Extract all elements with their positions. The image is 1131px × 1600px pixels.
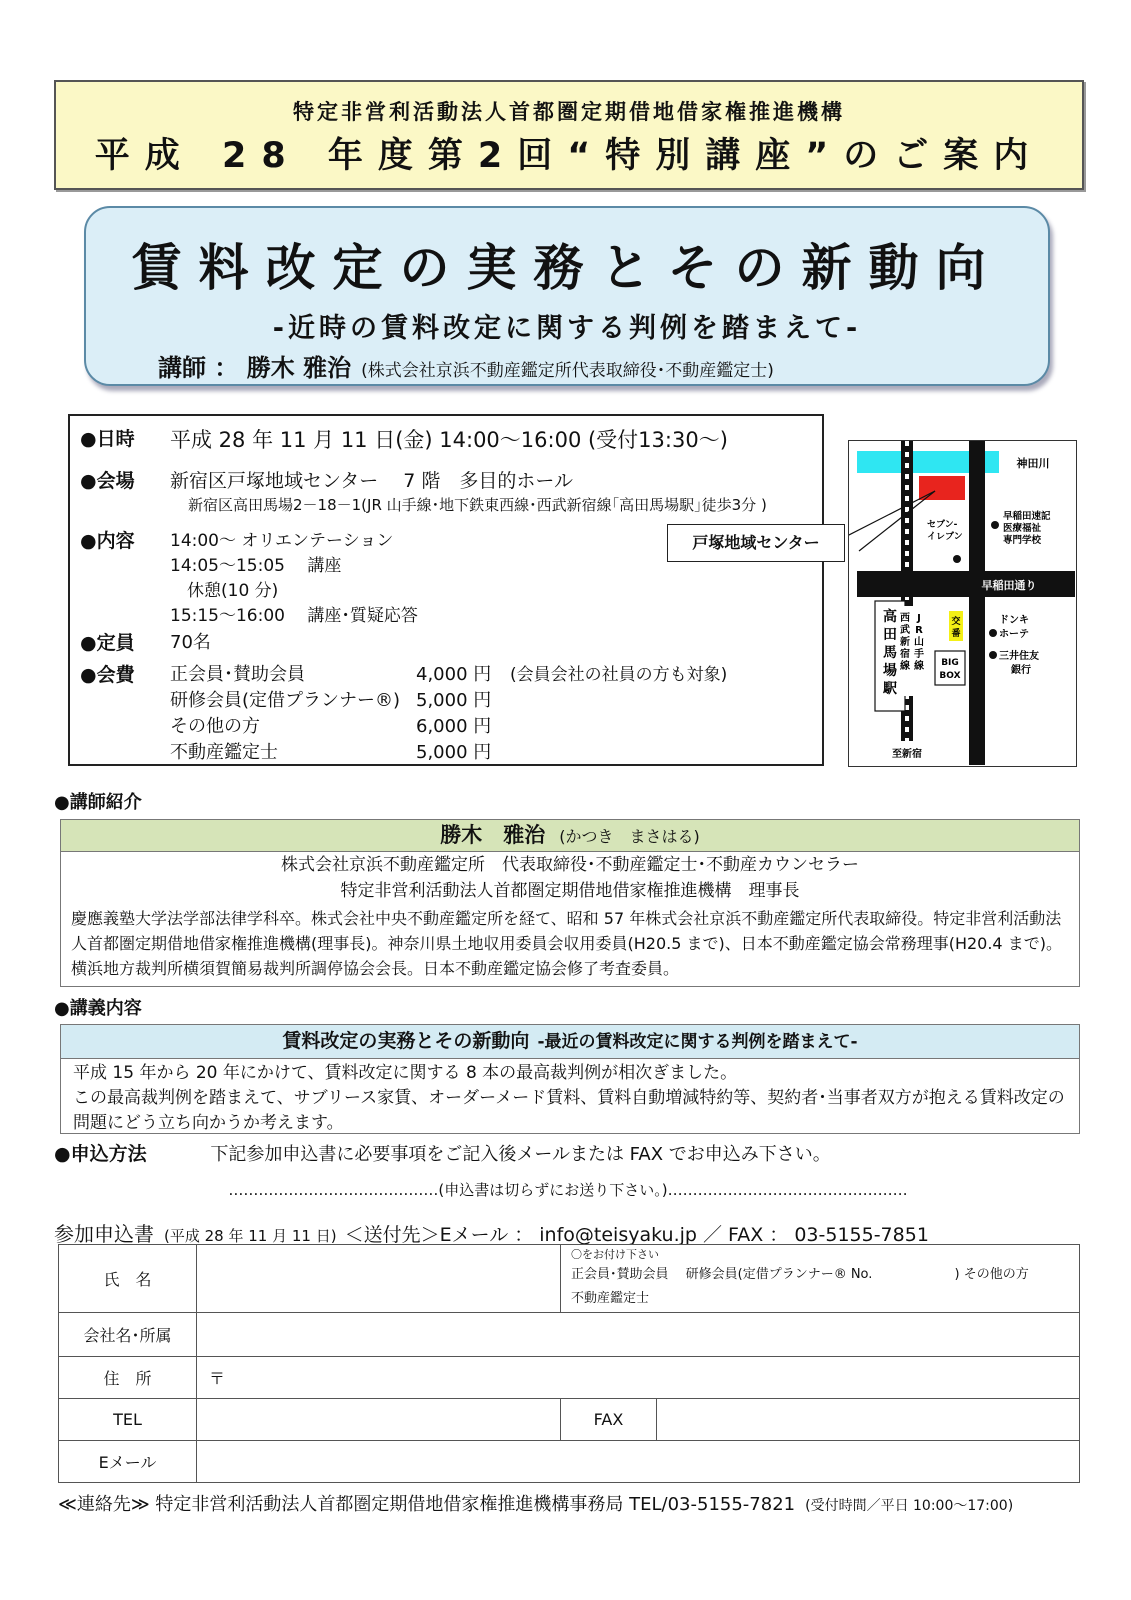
jr-char: 手 (914, 649, 924, 660)
map-svg (849, 441, 1075, 765)
event-info-box (68, 414, 824, 766)
member-type-options[interactable] (561, 1245, 1080, 1313)
station-char: 場 (883, 663, 897, 679)
venue-map (692, 440, 1077, 767)
option-line-2: 不動産鑑定士 (571, 1290, 650, 1306)
schedule-item: 14:00～ オリエンテーション (170, 531, 394, 551)
south-label: 至新宿 (892, 749, 922, 760)
waseda-street (857, 571, 1075, 597)
lecturer-title-1: 株式会社京浜不動産鑑定所 代表取締役･不動産鑑定士･不動産カウンセラー (281, 855, 859, 875)
fax-label: FAX (561, 1399, 657, 1441)
address-label: 住 所 (59, 1357, 197, 1399)
bigbox-label-2: BOX (939, 671, 961, 681)
apply-text: 下記参加申込書に必要事項をご記入後メールまたは FAX でお申込み下さい。 (210, 1144, 831, 1165)
header-banner (54, 80, 1084, 190)
school-label-3: 専門学校 (1003, 535, 1042, 546)
date-value: 平成 28 年 11 月 11 日(金) 14:00～16:00 (受付13:30～) (170, 428, 728, 452)
form-row-name (59, 1245, 1080, 1313)
lecture-title: 賃料改定の実務とその新動向 (282, 1030, 530, 1052)
main-road (969, 441, 985, 765)
callout-line (849, 491, 935, 536)
lecture-content-header (61, 1025, 1079, 1059)
fax-field[interactable] (657, 1399, 1080, 1441)
station-char: 高 (883, 609, 897, 625)
lecture-section-heading: ●講義内容 (54, 998, 142, 1019)
koban-label-1: 交 (951, 617, 961, 627)
fee-name: 不動産鑑定士 (170, 742, 278, 763)
seibu-char: 武 (900, 625, 910, 636)
fee-name: 正会員･賛助会員 (170, 664, 305, 685)
lecture-body-2: この最高裁判例を踏まえて、サブリース家賃、オーダーメード賃料、賃料自動増減特約等、契約者･当事者双方が抱える賃料改定の問題にどう立ち向かうか考えます。 (73, 1088, 1065, 1133)
seibu-char: 西 (900, 613, 910, 624)
venue-building (919, 476, 965, 500)
callout-line-2 (859, 491, 935, 551)
form-row-address (59, 1357, 1080, 1399)
fee-name: その他の方 (170, 716, 260, 737)
station-char: 駅 (883, 681, 897, 697)
mitsui-label-1: 三井住友 (999, 651, 1039, 662)
contact-footer (58, 1490, 1013, 1516)
seminar-title: 賃料改定の実務とその新動向 (131, 239, 1003, 297)
postal-mark: 〒 (209, 1369, 226, 1388)
seibu-char: 線 (900, 661, 910, 672)
capacity-label: ●定員 (80, 632, 135, 654)
lecturer-line (158, 348, 774, 383)
fee-amount: 5,000 円 (416, 742, 492, 763)
jr-char: J (917, 613, 921, 624)
lecturer-name: 講師 ： 勝木 雅治 (158, 354, 352, 382)
form-send-to: ＜送付先＞Eメール ： info@teisyaku.jp ／ FAX ： 03-5155-7851 (344, 1224, 929, 1246)
fee-name: 研修会員(定借プランナー®) (170, 690, 401, 711)
fee-amount: 5,000 円 (416, 690, 492, 711)
venue-callout: 戸塚地域センター (667, 524, 845, 562)
street-label: 早稲田通り (981, 579, 1037, 592)
form-row-email (59, 1441, 1080, 1483)
address-field[interactable] (197, 1357, 1080, 1399)
name-label: 氏 名 (59, 1245, 197, 1313)
form-row-company (59, 1313, 1080, 1357)
jr-char: R (915, 625, 923, 636)
seminar-subtitle: -近時の賃料改定に関する判例を踏まえて- (272, 313, 862, 344)
lecture-content-box (60, 1024, 1080, 1134)
kanda-river (857, 451, 1015, 473)
fee-note: (会員会社の社員の方も対象) (510, 665, 728, 685)
tel-label: TEL (59, 1399, 197, 1441)
river-label: 神田川 (1016, 457, 1050, 470)
seven-eleven-label-1: セブン- (927, 520, 958, 530)
lecturer-profile-kana: (かつき まさはる) (559, 827, 700, 846)
koban-label-2: 番 (951, 629, 961, 639)
lecture-body-1: 平成 15 年から 20 年にかけて、賃料改定に関する 8 本の最高裁判例が相次ぎました。 (73, 1063, 738, 1083)
venue-value: 新宿区戸塚地域センター 7 階 多目的ホール (170, 470, 574, 492)
station-char: 田 (883, 627, 897, 643)
apply-label: ●申込方法 (54, 1143, 147, 1165)
cut-line-note: ……………………………………(申込書は切らずにお送り下さい。)………………………………………… (228, 1181, 908, 1199)
seibu-char: 新 (900, 637, 910, 648)
seminar-title-panel (84, 206, 1050, 386)
form-title: 参加申込書 (54, 1222, 154, 1246)
station-char: 馬 (883, 645, 897, 661)
email-field[interactable] (197, 1441, 1080, 1483)
fee-amount: 4,000 円 (416, 664, 492, 685)
form-row-tel-fax (59, 1399, 1080, 1441)
form-date: (平成 28 年 11 月 11 日) (164, 1227, 337, 1245)
venue-label: ●会場 (80, 470, 135, 492)
mitsui-dot (989, 651, 997, 659)
seven-eleven-label-2: イレブン (927, 532, 963, 542)
lecture-subtitle: -最近の賃料改定に関する判例を踏まえて- (537, 1032, 858, 1052)
lecturer-title-2: 特定非営利活動法人首都圏定期借地借家権推進機構 理事長 (340, 881, 800, 901)
contact-text: ≪連絡先≫ 特定非営利活動法人首都圏定期借地借家権推進機構事務局 TEL/03-5155-7821 (58, 1494, 796, 1515)
apply-method (54, 1139, 831, 1166)
lecturer-profile-name: 勝木 雅治 (440, 823, 546, 847)
school-label-1: 早稲田速記 (1003, 511, 1051, 522)
donki-label-2: ホーテ (999, 629, 1029, 640)
lecturer-profile-header (61, 820, 1079, 852)
bigbox-label-1: BIG (941, 658, 959, 668)
name-field[interactable] (197, 1245, 561, 1313)
schedule-item: 15:15～16:00 講座･質疑応答 (170, 606, 418, 626)
date-label: ●日時 (80, 428, 135, 450)
seibu-char: 宿 (900, 649, 910, 660)
jr-char: 線 (914, 661, 924, 672)
donki-label-1: ドンキ (999, 615, 1029, 626)
schedule-item: 14:05～15:05 講座 (170, 556, 342, 576)
application-form (58, 1244, 1080, 1483)
page-title: 平成 28 年度第2回“特別講座”のご案内 (94, 136, 1044, 176)
fee-label: ●会費 (80, 664, 135, 686)
form-header (54, 1218, 929, 1247)
company-label: 会社名･所属 (59, 1313, 197, 1357)
lecturer-profile-box (60, 819, 1080, 987)
donki-dot (989, 629, 997, 637)
fee-amount: 6,000 円 (416, 716, 492, 737)
email-label: Eメール (59, 1441, 197, 1483)
seven-eleven-dot (953, 555, 961, 563)
capacity-value: 70名 (170, 632, 211, 653)
option-line-1: 正会員･賛助会員 研修会員(定借プランナー® No. ) その他の方 (571, 1266, 1029, 1282)
lecturer-bio: 慶應義塾大学法学部法律学科卒。株式会社中央不動産鑑定所を経て、昭和 57 年株式会社京浜不動産鑑定所代表取締役。特定非営利活動法人首都圏定期借地借家権推進機構(理事長)。神奈川県土地収用委員会収用委員(H20.5 まで)、日本不動産鑑定協会常務理事(H20.4 まで)。横浜地方裁判所横須賀簡易裁判所調停協会会長。日本不動産鑑定協会修了考査委員。 (71, 909, 1062, 978)
mitsui-label-2: 銀行 (1011, 665, 1031, 676)
lecturer-affiliation: (株式会社京浜不動産鑑定所代表取締役･不動産鑑定士) (361, 361, 774, 381)
jr-char: 山 (914, 637, 924, 648)
schedule-item: 休憩(10 分) (170, 581, 279, 601)
tel-field[interactable] (197, 1399, 561, 1441)
venue-address: 新宿区高田馬場2－18－1(JR 山手線･地下鉄東西線･西武新宿線｢高田馬場駅｣徒歩3分 ) (188, 496, 767, 514)
contact-hours: (受付時間／平日 10:00～17:00) (805, 1498, 1014, 1514)
school-label-2: 医療福祉 (1003, 523, 1042, 534)
lecturer-section-heading: ●講師紹介 (54, 792, 142, 813)
organization-name: 特定非営利活動法人首都圏定期借地借家権推進機構 (293, 100, 845, 124)
school-dot (991, 521, 999, 529)
company-field[interactable] (197, 1313, 1080, 1357)
content-label: ●内容 (80, 530, 135, 552)
option-hint: 〇をお付け下さい (571, 1247, 659, 1261)
